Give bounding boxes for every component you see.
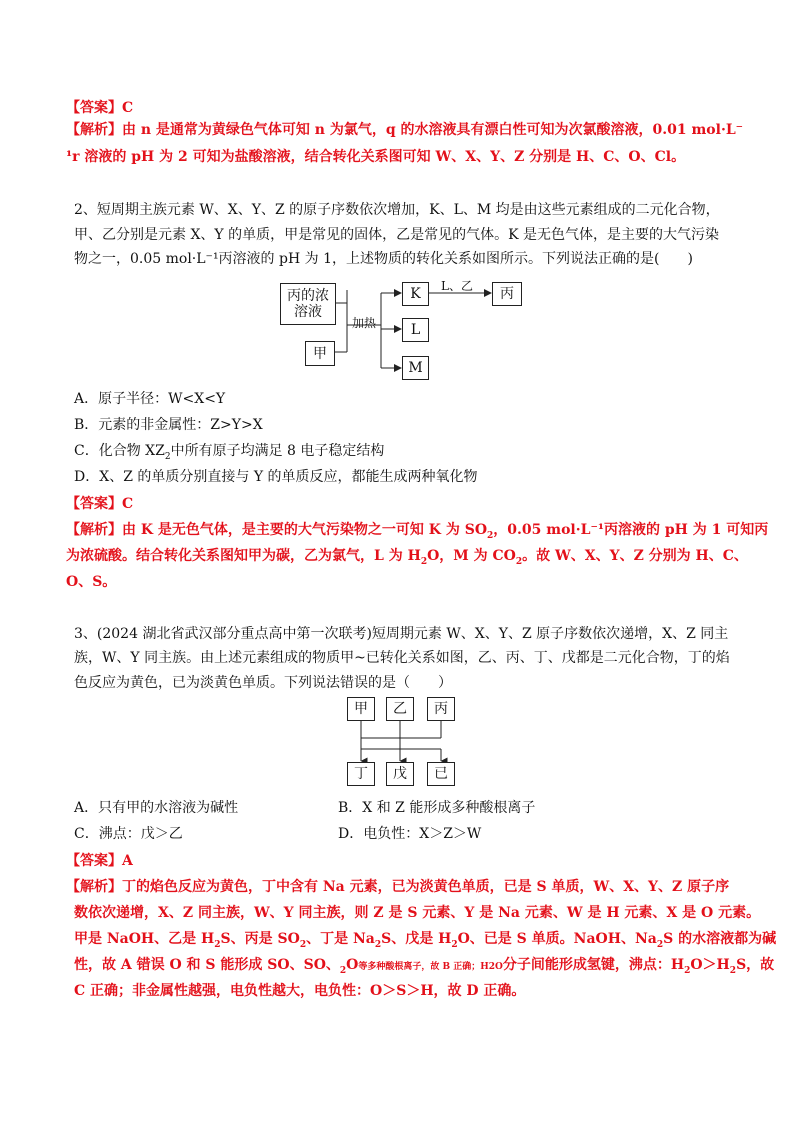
q3-stem-line-2: 族，W、Y 同主族。由上述元素组成的物质甲~已转化关系如图，乙、丙、丁、戊都是二元化合物，丁的焰: [74, 650, 730, 666]
q3-analysis-line-2: 数依次递增，X、Z 同主族，W、Y 同主族，则 Z 是 S 元素、Y 是 Na 元素、W 是 H 元素、X 是 O 元素。: [74, 905, 761, 921]
q3-an-l4a: 性，故 A 错误 O 和 S 能形成 SO、SO、: [74, 957, 340, 973]
q1-analysis-line-2: ¹r 溶液的 pH 为 2 可知为盐酸溶液，结合转化关系图可知 W、X、Y、Z 分别是 H、C、O、Cl。: [66, 149, 686, 165]
q2-option-c-rest: 中所有原子均满足 8 电子稳定结构: [170, 443, 385, 459]
q2-analysis-l2a: 为浓硫酸。结合转化关系图知甲为碳，乙为氯气，L 为 H: [66, 548, 421, 564]
q2-option-b: B．元素的非金属性：Z>Y>X: [74, 417, 263, 433]
q3-an-l3f: S 的水溶液都为碱: [663, 931, 777, 947]
q2-analysis-l2c: 。故 W、X、Y、Z 分别为 H、C、: [522, 548, 748, 564]
q3-an-l3a: 甲是 NaOH、乙是 H: [74, 931, 215, 947]
q1-analysis-line-1: 【解析】由 n 是通常为黄绿色气体可知 n 为氯气，q 的水溶液具有漂白性可知为次氯酸溶液，0.01 mol·L⁻: [66, 122, 744, 138]
q3-an-l3s4: 2: [451, 939, 458, 950]
q2-option-d: D．X、Z 的单质分别直接与 Y 的单质反应，都能生成两种氧化物: [74, 469, 478, 485]
q3-an-l3b: S、丙是 SO: [220, 931, 300, 947]
q2-stem-line-3: 物之一，0.05 mol·L⁻¹丙溶液的 pH 为 1，上述物质的转化关系如图所示。下列说法正确的是( ): [74, 251, 693, 267]
q3-an-l4-small: 等多种酸根离子，故 B 正确；H2O: [358, 962, 503, 972]
q3-box-bing: 丙: [427, 697, 455, 721]
q3-an-l4d: O＞H: [690, 957, 730, 973]
q3-option-b: B．X 和 Z 能形成多种酸根离子: [338, 800, 536, 816]
q2-option-c-subscript: 2: [164, 451, 171, 462]
q3-stem-line-3: 色反应为黄色，已为淡黄色单质。下列说法错误的是（ ）: [74, 675, 452, 691]
q3-an-l3s2: 2: [299, 939, 307, 950]
q3-box-jia: 甲: [347, 697, 375, 721]
q2-analysis-l1b: ，0.05 mol·L⁻¹丙溶液的 pH 为 1 可知丙: [493, 522, 769, 538]
q3-option-a: A．只有甲的水溶液为碱性: [74, 800, 239, 816]
q3-analysis-line-5: C 正确；非金属性越强，电负性越大，电负性：O＞S＞H，故 D 正确。: [74, 983, 526, 999]
q3-an-l4b: O: [346, 957, 359, 973]
q2-box-k: K: [402, 282, 429, 306]
q3-an-l3s3: 2: [374, 939, 382, 950]
q3-an-l4c: 分子间能形成氢键，沸点：H: [502, 957, 685, 973]
q1-answer: 【答案】C: [66, 100, 134, 116]
q2-box-bing: 丙: [492, 282, 522, 306]
q3-stem-line-1: 3、(2024 湖北省武汉部分重点高中第一次联考)短周期元素 W、X、Y、Z 原子序数依次递增，X、Z 同主: [74, 626, 729, 642]
q2-answer: 【答案】C: [66, 496, 134, 512]
q3-option-d: D．电负性：X＞Z＞W: [338, 826, 482, 842]
q3-an-l4e: S，故: [736, 957, 775, 973]
q2-box-m: M: [402, 356, 429, 380]
q2-analysis-l2-sub2: 2: [515, 556, 523, 567]
q3-box-ding: 丁: [347, 762, 375, 786]
q2-label-arrow: L、乙: [441, 279, 473, 293]
q3-option-c: C．沸点：戊＞乙: [74, 826, 183, 842]
q2-analysis-line-3: O、S。: [66, 574, 117, 590]
q2-stem-line-1: 2、短周期主族元素 W、X、Y、Z 的原子序数依次增加，K、L、M 均是由这些元素组成的二元化合物，: [74, 202, 720, 218]
q3-answer: 【答案】A: [66, 853, 133, 869]
q3-an-l3s5: 2: [656, 939, 664, 950]
q2-stem-line-2: 甲、乙分别是元素 X、Y 的单质，甲是常见的固体，乙是常见的气体。K 是无色气体，是主要的大气污染: [74, 227, 720, 243]
q2-analysis-l2b: O，M 为 CO: [427, 548, 516, 564]
q2-box-jia: 甲: [305, 341, 335, 366]
q3-an-l3c: 、丁是 Na: [306, 931, 375, 947]
q3-an-l3s1: 2: [214, 939, 221, 950]
q2-analysis-l1a: 【解析】由 K 是无色气体，是主要的大气污染物之一可知 K 为 SO: [66, 522, 488, 538]
q2-analysis-l1-sub: 2: [487, 530, 494, 541]
q2-option-c-text: C．化合物 XZ: [74, 443, 165, 459]
q2-box-l: L: [402, 318, 429, 342]
q3-analysis-line-1: 【解析】丁的焰色反应为黄色，丁中含有 Na 元素，已为淡黄色单质，已是 S 单质，W、X、Y、Z 原子序: [66, 879, 730, 895]
q3-box-ji: 已: [427, 762, 455, 786]
q3-an-l4s3: 2: [729, 965, 737, 976]
q3-an-l3e: O、已是 S 单质。NaOH、Na: [457, 931, 657, 947]
q2-box-concentrated-line-2: 溶液: [294, 304, 322, 320]
q2-analysis-l2-sub1: 2: [420, 556, 428, 567]
q3-an-l3d: S、戊是 H: [381, 931, 452, 947]
q2-option-a: A．原子半径：W<X<Y: [74, 391, 226, 407]
q2-label-heat: 加热: [352, 316, 377, 330]
q3-box-yi: 乙: [386, 697, 414, 721]
q2-box-concentrated-line-1: 丙的浓: [287, 288, 329, 304]
q3-an-l4s2: 2: [684, 965, 691, 976]
q3-an-l4s1: 2: [339, 965, 347, 976]
q3-box-wu: 戊: [386, 762, 414, 786]
